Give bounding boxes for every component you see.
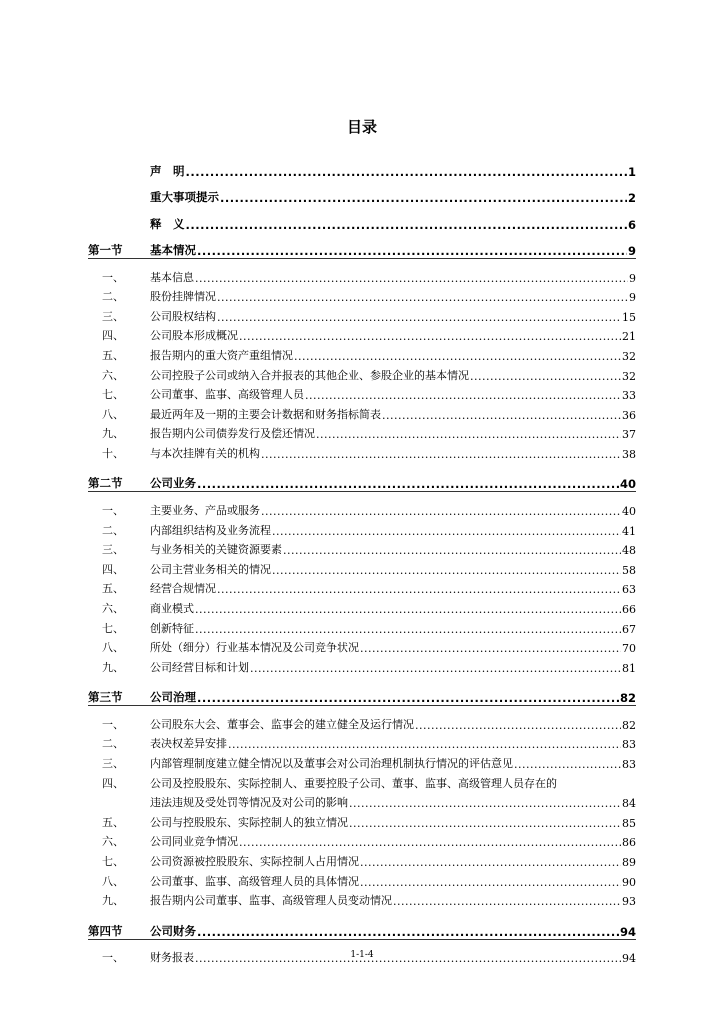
page-title: 目录 [346,118,377,136]
toc-entry-page-number: 66 [622,603,636,616]
toc-entry-number: 七、 [102,621,124,635]
toc-leader-dots [217,583,621,596]
toc-leader-dots [195,603,621,616]
toc-entry-label: 声 明 [150,163,185,178]
toc-entry-number: 第四节 [88,923,123,938]
toc-entry-label: 公司董事、监事、高级管理人员 [150,388,304,402]
toc-entry-number: 四、 [102,776,124,790]
toc-section-entry[interactable] [88,751,636,771]
toc-entry-label: 公司财务 [150,923,196,938]
toc-entry-number: 三、 [102,543,124,557]
toc-entry-label: 公司治理 [150,690,196,705]
toc-leader-dots [514,758,621,771]
toc-entry-label: 公司股本形成概况 [150,329,238,343]
toc-entry-label: 释 义 [150,216,185,231]
toc-leader-dots [228,738,621,751]
toc-section-entry[interactable] [88,383,636,403]
toc-entry-number: 第一节 [88,243,123,257]
toc-entry-number: 四、 [102,329,124,343]
toc-section-entry[interactable] [88,810,636,830]
toc-entry-page-number: 81 [622,661,636,675]
toc-leader-dots [197,244,627,258]
toc-chapter-entry[interactable] [88,465,636,493]
toc-entry-page-number: 63 [622,583,636,597]
toc-leader-dots [217,311,621,324]
toc-chapter-entry[interactable] [88,205,636,232]
toc-entry-number: 一、 [102,951,124,965]
toc-entry-label: 财务报表 [150,951,194,965]
toc-entry-label: 公司及控股股东、实际控制人、重要控股子公司、董事、监事、高级管理人员存在的 [150,776,557,790]
toc-section-entry[interactable] [88,577,636,597]
toc-entry-label: 公司经营目标和计划 [150,660,249,674]
toc-entry-label: 商业模式 [150,602,194,615]
toc-section-entry[interactable] [88,343,636,363]
toc-entry-label: 表决权差异安排 [150,737,227,751]
toc-entry-number: 四、 [102,562,124,576]
toc-section-entry[interactable] [88,363,636,383]
toc-entry-page-number: 82 [622,718,636,732]
toc-leader-dots [393,895,621,908]
toc-entry-label: 报告期内公司债券发行及偿还情况 [150,427,315,441]
toc-entry-label: 经营合规情况 [150,582,216,596]
toc-leader-dots [186,218,627,232]
toc-entry-number: 十、 [102,446,124,460]
toc-entry-page-number: 48 [622,544,636,558]
toc-entry-page-number: 6 [627,217,636,232]
toc-section-entry[interactable] [88,732,636,752]
toc-leader-dots [305,389,621,402]
toc-leader-dots [283,544,621,557]
toc-leader-dots [272,525,621,538]
toc-leader-dots [360,642,621,655]
toc-section-entry[interactable] [88,830,636,850]
toc-entry-number: 六、 [102,368,124,382]
toc-entry-number: 八、 [102,641,124,655]
toc-entry-page-number: 70 [622,642,636,656]
toc-entry-label: 股份挂牌情况 [150,290,216,304]
toc-entry-label: 违法违规及受处罚等情况及对公司的影响 [150,796,348,810]
toc-section-entry[interactable] [88,771,636,791]
toc-entry-number: 一、 [102,504,124,518]
toc-leader-dots [250,662,621,675]
toc-section-entry[interactable] [88,889,636,909]
toc-section-entry[interactable] [88,616,636,636]
toc-section-entry[interactable] [88,285,636,305]
toc-entry-number: 五、 [102,582,124,596]
toc-entry-number: 八、 [102,874,124,888]
toc-leader-dots [186,165,627,179]
toc-entry-page-number: 32 [622,369,636,383]
toc-chapter-entry[interactable] [88,912,636,940]
toc-entry-page-number: 32 [622,349,636,363]
toc-entry-page-number: 67 [622,622,636,636]
toc-entry-label: 报告期内的重大资产重组情况 [150,348,293,362]
toc-leader-dots [316,428,621,441]
toc-entry-page-number: 58 [622,563,636,577]
toc-entry-number: 九、 [102,894,124,908]
toc-leader-dots [261,448,621,461]
toc-entry-label: 创新特征 [150,621,194,635]
toc-entry-number: 九、 [102,427,124,441]
toc-entry-number: 第三节 [88,690,123,705]
toc-entry-page-number: 40 [622,505,636,519]
toc-entry-page-number: 21 [622,330,636,344]
toc-section-entry[interactable] [88,498,636,518]
toc-entry-label: 主要业务、产品或服务 [150,504,260,518]
toc-entry-page-number: 94 [622,952,636,966]
toc-entry-page-number: 84 [622,797,636,811]
toc-entry-label: 内部管理制度建立健全情况以及董事会对公司治理机制执行情况的评估意见 [150,757,513,771]
toc-leader-dots [349,797,621,810]
toc-section-entry[interactable] [88,324,636,344]
toc-entry-label: 公司主营业务相关的情况 [150,562,271,576]
toc-entry-page-number: 86 [622,836,636,850]
toc-entry-label: 公司董事、监事、高级管理人员的具体情况 [150,874,359,888]
toc-entry-number: 二、 [102,737,124,751]
toc-section-entry[interactable] [88,538,636,558]
toc-entry-page-number: 90 [622,875,636,889]
toc-entry-label: 公司业务 [150,476,196,491]
toc-leader-dots [197,925,619,939]
toc-entry-number: 八、 [102,407,124,421]
toc-entry-label: 所处（细分）行业基本情况及公司竞争状况 [150,641,359,655]
page-number-footer: 1-1-4 [350,950,374,960]
toc-section-entry[interactable] [88,655,636,675]
toc-entry-number: 七、 [102,855,124,869]
toc-leader-dots [349,817,621,830]
toc-entry-page-number: 83 [622,758,636,772]
toc-entry-number: 第二节 [88,476,123,491]
toc-leader-dots [294,350,621,363]
toc-leader-dots [239,330,621,343]
toc-entry-label: 基本信息 [150,270,194,284]
toc-section-entry[interactable] [88,265,636,285]
toc-entry-page-number: 36 [622,408,636,422]
toc-entry-label: 报告期内公司董事、监事、高级管理人员变动情况 [150,894,392,908]
toc-entry-number: 三、 [102,309,124,323]
toc-chapter-entry[interactable] [88,179,636,206]
toc-entry-page-number: 40 [619,477,636,492]
toc-section-entry[interactable] [88,849,636,869]
toc-chapter-entry[interactable] [88,152,636,179]
toc-entry-page-number: 1 [627,164,636,179]
toc-leader-dots [415,719,621,732]
toc-leader-dots [382,409,621,422]
toc-entry-number: 五、 [102,348,124,362]
toc-section-entry[interactable] [88,422,636,442]
toc-entry-number: 一、 [102,717,124,731]
toc-entry-number: 五、 [102,815,124,829]
toc-entry-page-number: 9 [629,271,636,285]
toc-section-entry[interactable] [88,518,636,538]
toc-section-entry[interactable] [88,304,636,324]
toc-entry-label: 最近两年及一期的主要会计数据和财务指标简表 [150,407,381,421]
toc-entry-page-number: 89 [622,856,636,870]
toc-entry-number: 七、 [102,388,124,402]
toc-leader-dots [360,876,621,889]
toc-section-entry[interactable] [88,791,636,811]
toc-leader-dots [360,856,621,869]
toc-entry-number: 一、 [102,270,124,284]
toc-entry-label: 与业务相关的关键资源要素 [150,543,282,557]
toc-entry-page-number: 83 [622,738,636,752]
toc-entry-label: 与本次挂牌有关的机构 [150,446,260,460]
toc-chapter-entry[interactable] [88,232,636,260]
toc-leader-dots [272,564,621,577]
toc-entry-page-number: 37 [622,428,636,442]
toc-section-entry[interactable] [88,596,636,616]
toc-entry-page-number: 15 [622,310,636,324]
toc-section-entry[interactable] [88,869,636,889]
toc-entry-page-number: 85 [622,816,636,830]
toc-leader-dots [217,291,628,304]
toc-entry-label: 公司股权结构 [150,309,216,323]
toc-section-entry[interactable] [88,712,636,732]
toc-chapter-entry[interactable] [88,679,636,707]
toc-leader-dots [261,505,621,518]
toc-entry-page-number: 9 [627,244,636,258]
toc-section-entry[interactable] [88,636,636,656]
toc-entry-page-number: 2 [627,191,636,205]
toc-entry-label: 重大事项提示 [150,190,219,204]
toc-leader-dots [195,623,621,636]
toc-entry-page-number: 9 [629,291,636,305]
toc-entry-label: 内部组织结构及业务流程 [150,523,271,537]
toc-entry-page-number: 41 [622,524,636,538]
toc-section-entry[interactable] [88,557,636,577]
toc-leader-dots [220,191,627,205]
toc-entry-number: 三、 [102,757,124,771]
toc-entry-page-number: 82 [619,691,636,706]
toc-leader-dots [239,836,621,849]
toc-entry-number: 九、 [102,660,124,674]
toc-leader-dots [197,477,619,491]
toc-entry-page-number: 38 [622,447,636,461]
toc-entry-page-number: 94 [619,924,636,939]
toc-entry-number: 二、 [102,290,124,304]
toc-entry-label: 公司股东大会、董事会、监事会的建立健全及运行情况 [150,717,414,731]
toc-entry-label: 基本情况 [150,243,196,257]
toc-entry-page-number: 33 [622,389,636,403]
toc-entry-number: 二、 [102,523,124,537]
toc-entry-number: 六、 [102,602,124,615]
toc-entry-label: 公司同业竞争情况 [150,835,238,849]
toc-entry-label: 公司资源被控股股东、实际控制人占用情况 [150,855,359,869]
table-of-contents [88,152,636,965]
toc-entry-number: 六、 [102,835,124,849]
toc-entry-label: 公司与控股股东、实际控制人的独立情况 [150,815,348,829]
toc-leader-dots [470,370,621,383]
toc-section-entry[interactable] [88,441,636,461]
toc-entry-label: 公司控股子公司或纳入合并报表的其他企业、参股企业的基本情况 [150,368,469,382]
toc-section-entry[interactable] [88,402,636,422]
toc-leader-dots [197,691,619,705]
toc-leader-dots [195,272,628,285]
toc-entry-page-number: 93 [622,895,636,909]
